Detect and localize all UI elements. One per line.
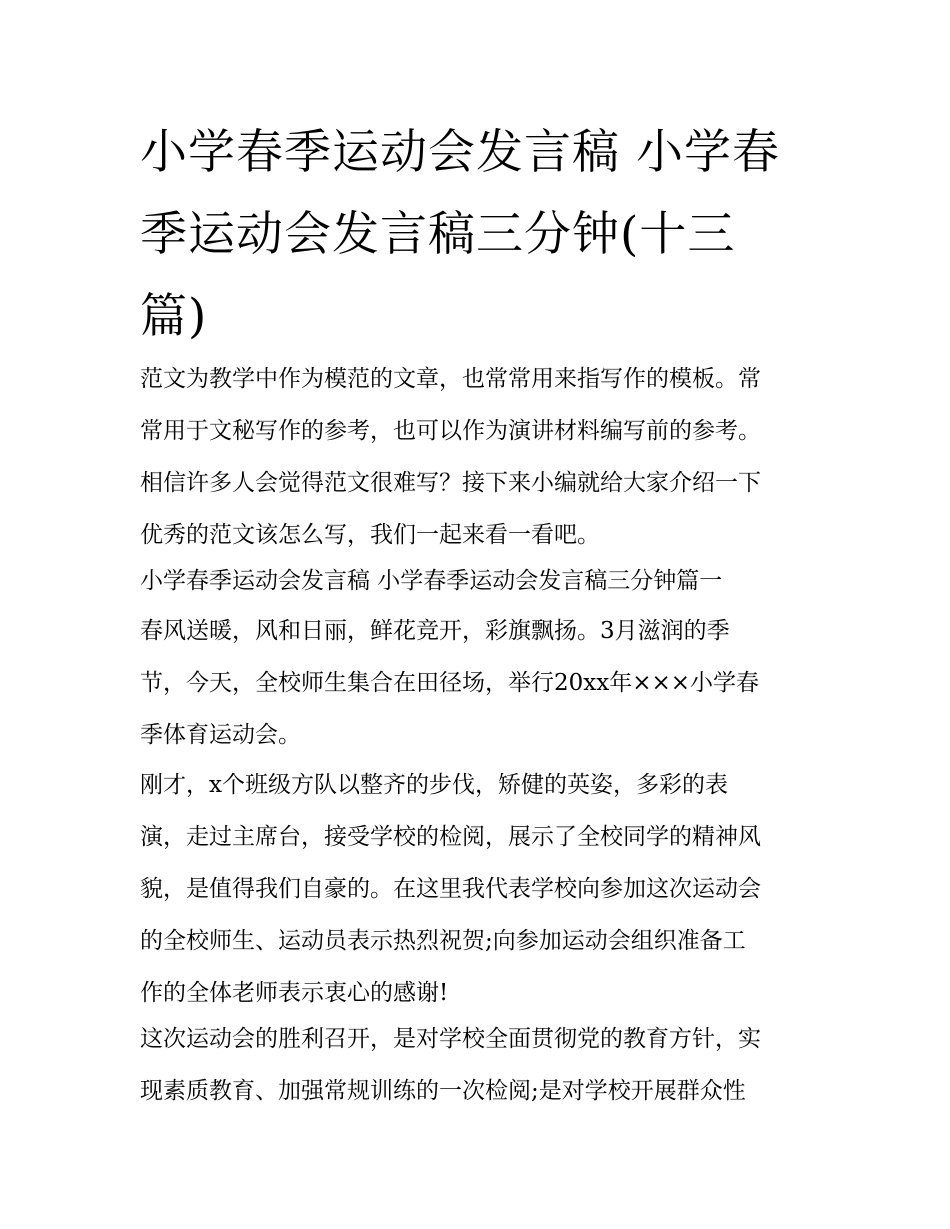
paragraph-line: 春风送暖，风和日丽，鲜花竞开，彩旗飘扬。3月滋润的季: [140, 618, 730, 644]
paragraph-line: 演，走过主席台，接受学校的检阅，展示了全校同学的精神风: [140, 824, 761, 850]
paragraph-line: 优秀的范文该怎么写，我们一起来看一看吧。: [140, 522, 600, 548]
paragraph-line: 的全校师生、运动员表示热烈祝贺;向参加运动会组织准备工: [140, 928, 746, 954]
paragraph-1: [140, 612, 820, 768]
section-heading-text: 小学春季运动会发言稿 小学春季运动会发言稿三分钟篇一: [140, 568, 723, 594]
paragraph-line: 貌，是值得我们自豪的。在这里我代表学校向参加这次运动会: [140, 876, 761, 902]
paragraph-line: 节，今天，全校师生集合在田径场，举行20xx年×××小学春: [140, 670, 760, 696]
section-heading: [140, 562, 820, 614]
title-line: 篇): [140, 289, 208, 344]
paragraph-line: 常用于文秘写作的参考，也可以作为演讲材料编写前的参考。: [140, 418, 761, 444]
paragraph-3: [140, 1020, 820, 1124]
paragraph-line: 作的全体老师表示衷心的感谢!: [140, 980, 449, 1006]
document-title: [140, 112, 820, 358]
paragraph-line: 现素质教育、加强常规训练的一次检阅;是对学校开展群众性: [140, 1078, 746, 1104]
paragraph-line: 相信许多人会觉得范文很难写？接下来小编就给大家介绍一下: [140, 470, 761, 496]
paragraph-2: [140, 766, 820, 1026]
paragraph-line: 这次运动会的胜利召开，是对学校全面贯彻党的教育方针，实: [140, 1026, 761, 1052]
paragraph-line: 季体育运动会。: [140, 722, 301, 748]
title-line: 小学春季运动会发言稿 小学春: [140, 125, 780, 180]
paragraph-line: 刚才，x个班级方队以整齐的步伐，矫健的英姿，多彩的表: [140, 772, 728, 798]
paragraph-line: 范文为教学中作为模范的文章，也常常用来指写作的模板。常: [140, 366, 761, 392]
intro-paragraph: [140, 360, 820, 568]
title-line: 季运动会发言稿三分钟(十三: [140, 207, 736, 262]
